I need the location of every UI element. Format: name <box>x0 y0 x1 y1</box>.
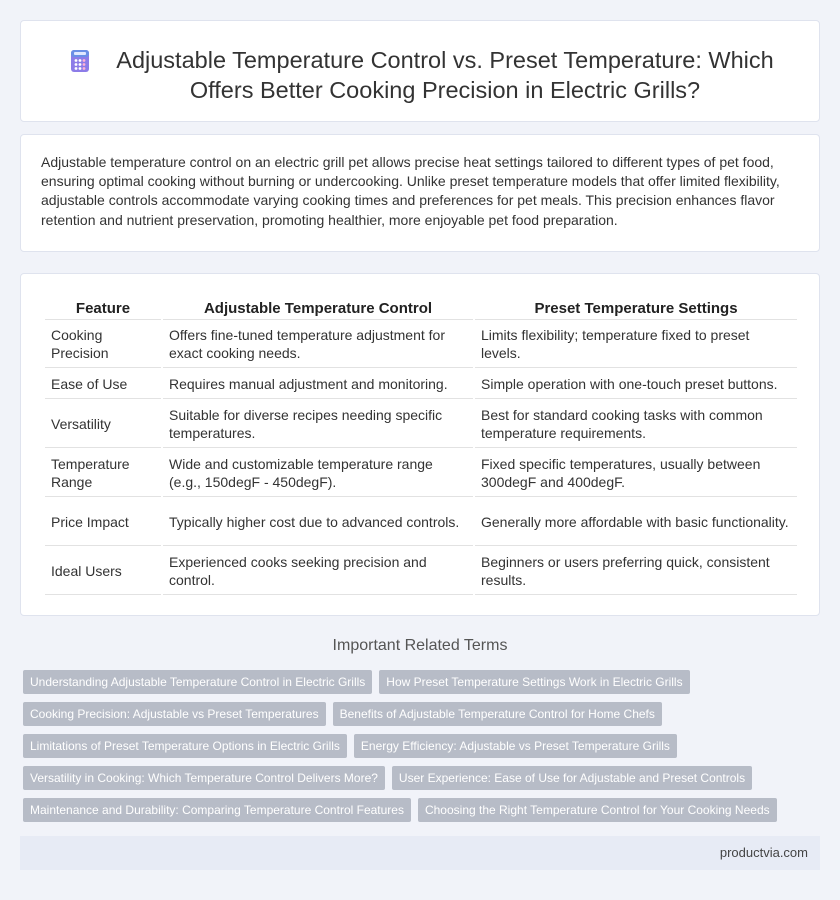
comparison-table <box>43 294 799 595</box>
related-term-link[interactable]: Cooking Precision: Adjustable vs Preset Temperatures <box>23 702 326 726</box>
tag-row <box>23 734 823 758</box>
cell-adjustable: Wide and customizable temperature range (e.g., 150degF - 450degF). <box>163 448 473 497</box>
cell-preset: Generally more affordable with basic functionality. <box>475 497 797 546</box>
tag-row <box>23 766 823 790</box>
related-term-link[interactable]: Energy Efficiency: Adjustable vs Preset Temperature Grills <box>354 734 677 758</box>
cell-preset: Limits flexibility; temperature fixed to preset levels. <box>475 320 797 368</box>
comparison-card <box>20 273 820 616</box>
header-feature: Feature <box>45 294 161 320</box>
summary-card <box>20 134 820 252</box>
cell-feature: Cooking Precision <box>45 320 161 368</box>
cell-adjustable: Typically higher cost due to advanced controls. <box>163 497 473 546</box>
cell-preset: Best for standard cooking tasks with common temperature requirements. <box>475 399 797 448</box>
table-row <box>45 497 797 546</box>
header-adjustable: Adjustable Temperature Control <box>163 294 473 320</box>
page-title: Adjustable Temperature Control vs. Preset Temperature: Which Offers Better Cooking Precision in Electric Grills? <box>116 47 774 103</box>
related-term-link[interactable]: Maintenance and Durability: Comparing Temperature Control Features <box>23 798 411 822</box>
cell-feature: Price Impact <box>45 497 161 546</box>
related-term-link[interactable]: How Preset Temperature Settings Work in Electric Grills <box>379 670 689 694</box>
related-term-link[interactable]: Choosing the Right Temperature Control for Your Cooking Needs <box>418 798 777 822</box>
cell-adjustable: Offers fine-tuned temperature adjustment for exact cooking needs. <box>163 320 473 368</box>
related-terms-heading: Important Related Terms <box>332 637 508 654</box>
title-card <box>20 20 820 122</box>
cell-preset: Fixed specific temperatures, usually between 300degF and 400degF. <box>475 448 797 497</box>
cell-preset: Simple operation with one-touch preset buttons. <box>475 368 797 399</box>
table-row <box>45 399 797 448</box>
header-preset: Preset Temperature Settings <box>475 294 797 320</box>
related-terms-list <box>23 670 823 830</box>
tag-row <box>23 670 823 694</box>
related-term-link[interactable]: User Experience: Ease of Use for Adjustable and Preset Controls <box>392 766 752 790</box>
cell-adjustable: Suitable for diverse recipes needing specific temperatures. <box>163 399 473 448</box>
related-term-link[interactable]: Limitations of Preset Temperature Options in Electric Grills <box>23 734 347 758</box>
cell-feature: Ease of Use <box>45 368 161 399</box>
footer-site-link[interactable]: productvia.com <box>719 845 808 860</box>
related-term-link[interactable]: Versatility in Cooking: Which Temperature Control Delivers More? <box>23 766 385 790</box>
cell-feature: Temperature Range <box>45 448 161 497</box>
cell-adjustable: Requires manual adjustment and monitoring. <box>163 368 473 399</box>
related-term-link[interactable]: Understanding Adjustable Temperature Control in Electric Grills <box>23 670 372 694</box>
cell-preset: Beginners or users preferring quick, consistent results. <box>475 546 797 595</box>
table-row <box>45 320 797 368</box>
table-header-row <box>45 294 797 320</box>
cell-feature: Versatility <box>45 399 161 448</box>
tag-row <box>23 702 823 726</box>
table-row <box>45 448 797 497</box>
related-term-link[interactable]: Benefits of Adjustable Temperature Control for Home Chefs <box>333 702 662 726</box>
tag-row <box>23 798 823 822</box>
table-row <box>45 546 797 595</box>
cell-adjustable: Experienced cooks seeking precision and control. <box>163 546 473 595</box>
cell-feature: Ideal Users <box>45 546 161 595</box>
table-row <box>45 368 797 399</box>
footer <box>20 836 820 870</box>
summary-text: Adjustable temperature control on an electric grill pet allows precise heat settings tailored to different types of pet food, ensuring optimal cooking without burning or undercooking. Unlike preset temperature models that offer limited flexibility, adjustable controls accommodate varying cooking times and preferences for pet meals. This precision enhances flavor retention and nutrient preservation, promoting healthier, more enjoyable pet food preparation. <box>41 154 780 228</box>
